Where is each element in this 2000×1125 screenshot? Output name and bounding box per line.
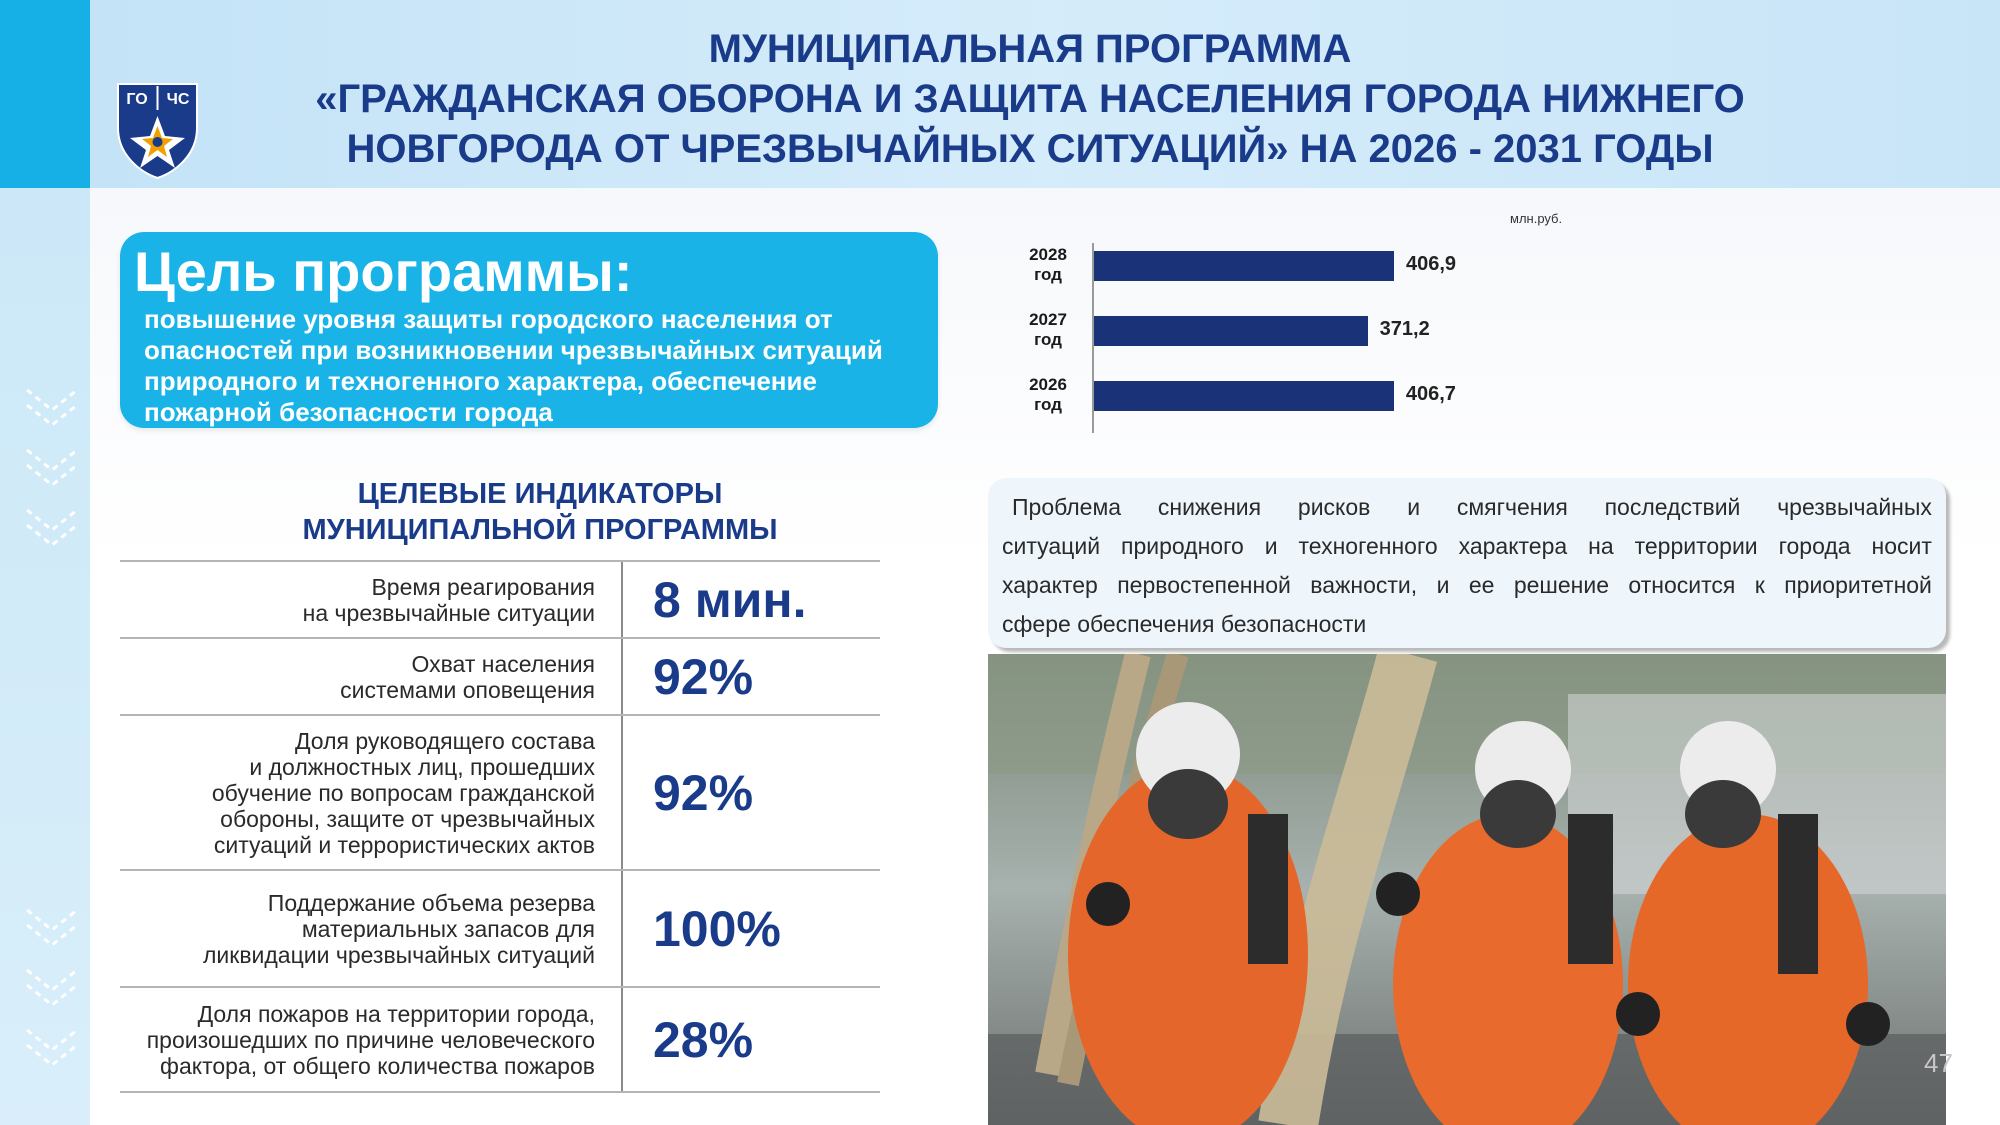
chart-category-label: 2026 год (1029, 375, 1067, 414)
problem-word: важности, (1310, 572, 1418, 598)
problem-word: характера (1458, 533, 1568, 559)
indicator-value: 28% (653, 1011, 754, 1068)
indicator-label-line: системами оповещения (340, 676, 595, 703)
funding-bar-chart (1010, 205, 1570, 435)
indicators-title-line: ЦЕЛЕВЫЕ ИНДИКАТОРЫ (357, 478, 723, 510)
indicator-value: 8 мин. (653, 571, 807, 628)
problem-word: и (1407, 494, 1421, 520)
logo-text-chs: ЧС (166, 91, 190, 108)
goal-text-line: пожарной безопасности города (144, 397, 553, 427)
chart-row (1010, 373, 1570, 423)
problem-word: рисков (1297, 494, 1371, 520)
indicator-row (120, 637, 880, 714)
indicator-label-line: на чрезвычайные ситуации (302, 599, 595, 626)
goal-title: Цель программы: (134, 240, 633, 303)
chevron-decor-top-icon (22, 380, 82, 600)
problem-word: снижения (1157, 494, 1262, 520)
chart-data-label: 406,7 (1405, 383, 1456, 405)
chart-bar (1094, 381, 1394, 411)
indicator-label-line: обучение по вопросам гражданской (211, 779, 595, 806)
problem-word: относится (1628, 572, 1736, 598)
indicators-title-line: МУНИЦИПАЛЬНОЙ ПРОГРАММЫ (302, 514, 778, 546)
goal-box (120, 232, 938, 428)
problem-word: сфере обеспечения безопасности (1002, 611, 1367, 637)
indicator-label (120, 562, 623, 637)
problem-word: смягчения (1456, 494, 1568, 520)
indicator-label (120, 639, 623, 714)
page-number: 47 (1924, 1048, 1953, 1078)
indicator-value: 92% (653, 764, 754, 821)
problem-word: ситуаций (1002, 533, 1101, 559)
title-line-1: МУНИЦИПАЛЬНАЯ ПРОГРАММА (708, 27, 1352, 71)
indicator-label-line: Поддержание объема резерва (267, 889, 595, 916)
chart-data-label: 371,2 (1379, 318, 1430, 340)
chart-category-label: 2028 год (1029, 245, 1067, 284)
chart-category-label: 2027 год (1029, 310, 1067, 349)
indicator-row (120, 869, 880, 986)
problem-word: техногенного (1298, 533, 1438, 559)
indicator-label (120, 716, 623, 869)
indicators-title (220, 476, 860, 548)
goal-text (144, 304, 924, 428)
chart-row (1010, 308, 1570, 358)
problem-text-line (1002, 605, 1932, 644)
gochs-shield-logo-icon (115, 80, 200, 180)
indicator-value: 100% (653, 900, 781, 957)
indicator-label-line: обороны, защите от чрезвычайных (220, 805, 595, 832)
problem-word: чрезвычайных (1777, 494, 1932, 520)
problem-word: к (1754, 572, 1765, 598)
indicator-label (120, 871, 623, 986)
problem-word: решение (1513, 572, 1610, 598)
indicator-value: 92% (653, 648, 754, 705)
problem-word: последствий (1604, 494, 1741, 520)
problem-word: ее (1468, 572, 1495, 598)
problem-word: города (1778, 533, 1851, 559)
title-line-2: «ГРАЖДАНСКАЯ ОБОРОНА И ЗАЩИТА НАСЕЛЕНИЯ ГОРОДА НИЖНЕГО (315, 77, 1745, 121)
chart-data-label: 406,9 (1406, 253, 1457, 275)
indicator-label (120, 988, 623, 1091)
problem-word: Проблема (1012, 494, 1122, 520)
chart-row (1010, 243, 1570, 293)
problem-word: первостепенной (1117, 572, 1291, 598)
indicator-label-line: материальных запасов для (301, 915, 595, 942)
left-accent-block (0, 0, 90, 188)
indicator-label-line: Доля руководящего состава (294, 727, 595, 754)
problem-word: характер (1002, 572, 1098, 598)
goal-text-line: природного и техногенного характера, обеспечение (144, 366, 817, 396)
indicator-row (120, 986, 880, 1093)
indicator-row (120, 560, 880, 637)
title-line-3: НОВГОРОДА ОТ ЧРЕЗВЫЧАЙНЫХ СИТУАЦИЙ» НА 2026 - 2031 ГОДЫ (346, 127, 1714, 171)
problem-word: на (1588, 533, 1614, 559)
indicator-label-line: фактора, от общего количества пожаров (160, 1052, 595, 1079)
indicator-label-line: Охват населения (411, 650, 595, 677)
goal-text-line: повышение уровня защиты городского населения от (144, 304, 833, 334)
chevron-decor-bottom-icon (22, 900, 82, 1120)
problem-word: и (1436, 572, 1450, 598)
indicator-label-line: ликвидации чрезвычайных ситуаций (202, 941, 595, 968)
indicators-table (120, 560, 880, 1093)
goal-text-line: опасностей при возникновении чрезвычайных ситуаций (144, 335, 883, 365)
indicator-label-line: и должностных лиц, прошедших (249, 753, 595, 780)
rescuers-photo-image (988, 654, 1946, 1125)
problem-word: приоритетной (1784, 572, 1932, 598)
problem-statement-box (988, 478, 1946, 648)
chart-bar (1094, 251, 1394, 281)
indicator-label-line: Время реагирования (371, 573, 595, 600)
problem-text-line (1002, 527, 1932, 566)
indicator-row (120, 714, 880, 869)
problem-text-line (1002, 566, 1932, 605)
chart-unit-label: млн.руб. (1510, 211, 1563, 226)
problem-word: территории (1634, 533, 1758, 559)
indicator-label-line: произошедших по причине человеческого (146, 1026, 595, 1053)
indicator-label-line: Доля пожаров на территории города, (197, 1000, 595, 1027)
problem-word: и (1264, 533, 1278, 559)
problem-word: природного (1121, 533, 1244, 559)
logo-text-go: ГО (126, 91, 148, 108)
chart-bar (1094, 316, 1368, 346)
problem-word: носит (1871, 533, 1932, 559)
indicator-label-line: ситуаций и террористических актов (213, 831, 595, 858)
rescuers-photo (988, 654, 1946, 1125)
problem-text-line (1002, 488, 1932, 527)
page-title (260, 24, 1800, 174)
